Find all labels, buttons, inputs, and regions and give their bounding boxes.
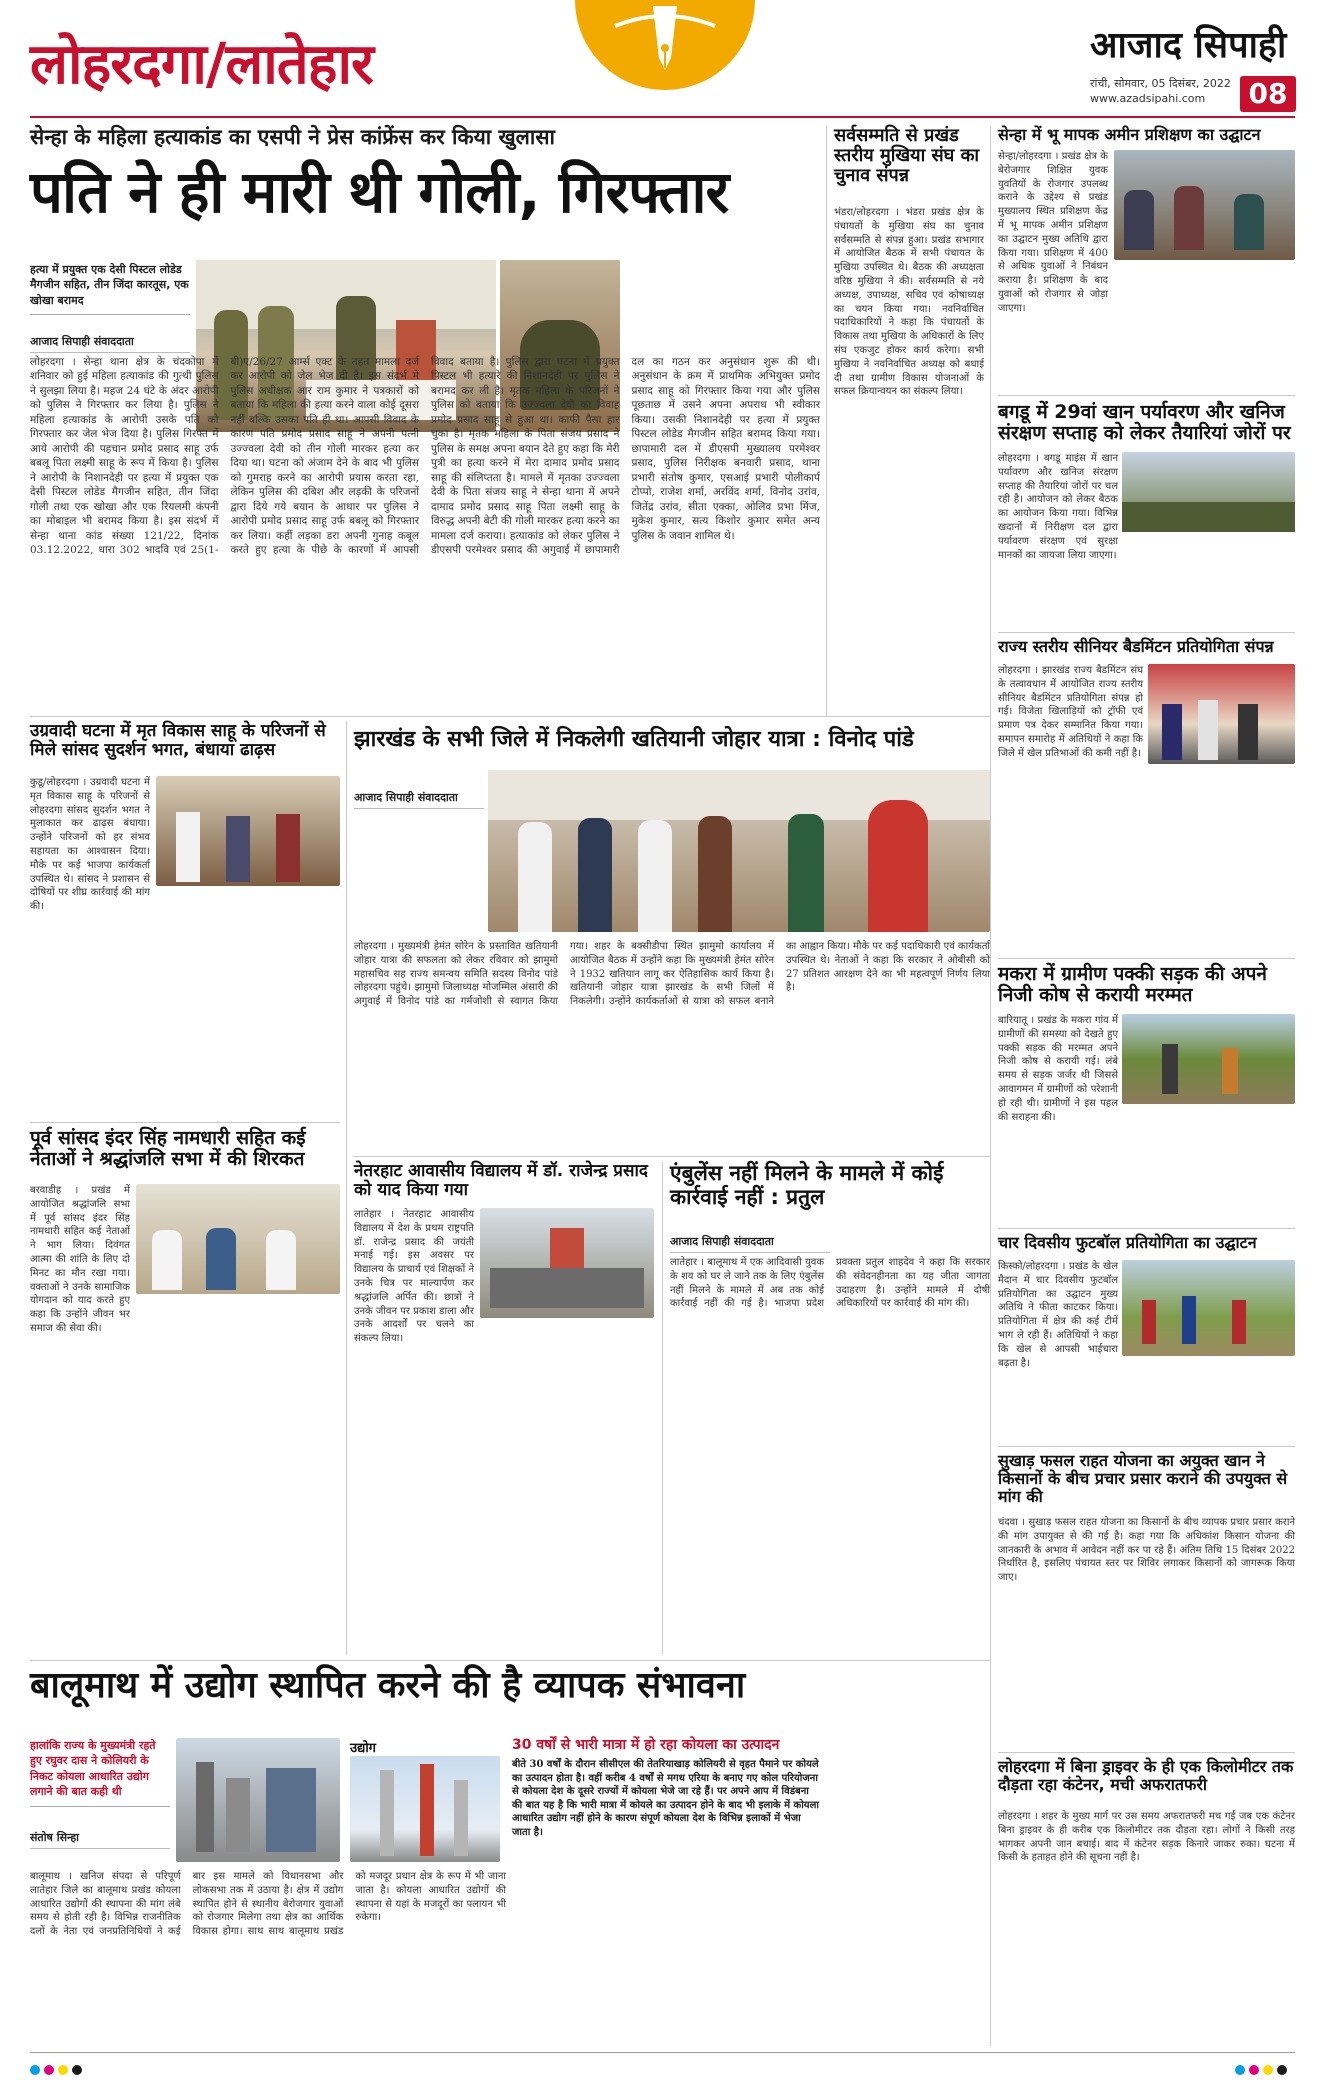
- balumath-photo-chimney: [350, 1756, 500, 1862]
- paper-name: आजाद सिपाही: [1090, 25, 1287, 66]
- registration-dot: [1263, 2065, 1273, 2075]
- mining-headline: बगडू में 29वां खान पर्यावरण और खनिज संरक्षण सप्ताह को लेकर तैयारियां जोरों पर: [998, 401, 1291, 445]
- lead-body: लोहरदगा । सेन्हा थाना क्षेत्र के चंदकोपा में शनिवार को हुई महिला हत्याकांड की गुत्थी पुलिस ने सुलझा लिया है। महज 24 घंटे के अंदर आरोपी को पुलिस ने गिरफ्तार कर लिया है। पुलिस ने महिला हत्याकांड के आरोपी उसके पति को गिरफ्तार कर जेल भेज दिया है। पुलिस गिरफ्त में आये आरोपी की पहचान प्रमोद प्रसाद साहू उर्फ बबलू पिता लक्ष्मी साहू के रूप में किया है। पुलिस ने आरोपी के निशानदेही पर हत्या में प्रयुक्त एक देसी पिस्टल लोडेड मैगजीन सहित, तीन जिंदा गोली तथा एक खोखा और एक रियलमी कंपनी का मोबाइल भी बरामद किया है। इस संदर्भ में सेन्हा थाना कांड संख्या 121/22, दिनांक 03.12.2022, धारा 302 भादवि एवं 25(1-बी)ए/26/27 आर्म्स एक्ट के तहत मामला दर्ज कर आरोपी को जेल भेज दी है। इस संदर्भ में पुलिस अधीक्षक आर राम कुमार ने पत्रकारों को बताया कि महिला की हत्या करने वाला कोई दूसरा नहीं बल्कि उसका पति ही था। आपसी विवाद के कारण पति प्रमोद प्रसाद साहू ने अपनी पत्नी उज्ज्वला देवी को तीन गोली मारकर हत्या कर दिया था। घटना को अंजाम देने के बाद भी पुलिस को गुमराह करने का आरोपी प्रयास करता रहा, लेकिन पुलिस की दबिश और लड़की के परिजनों द्वारा दिये गये बयान के आधार पर पुलिस ने आरोपी प्रमोद प्रसाद साहू उर्फ बबलू को गिरफ्तार कर लिया। कहीं लड़का डरा अपनी गुनाह कबूल करते हुए हत्या के पीछे के कारणों में आपसी विवाद बताया है। पुलिस द्वारा घटना में प्रयुक्त पिस्टल भी हत्यारे की निशानदेही पर पुलिस ने बरामद कर ली है। मृतक महिला के परिजनों ने पुलिस को बताया कि उज्ज्वला देवी का विवाह प्रमोद प्रसाद साहू से हुआ था। काफी पैसा हार चुका है। मृतक महिला के पिता संजय प्रसाद ने पुलिस के समक्ष अपना बयान देते हुए कहा कि मेरी पुत्री का हत्या करने में मेरा दामाद प्रमोद प्रसाद साहू की संलिप्तता है। मामले में मृतका उज्ज्वला देवी के पिता संजय साहू ने सेन्हा थाना में अपने दामाद प्रमोद प्रसाद साहू पिता लक्ष्मी साहू के विरुद्ध अपनी बेटी की गोली मारकर हत्या करने का मामला दर्ज कराया। हत्याकांड को लेकर पुलिस ने डीएसपी परमेश्वर प्रसाद की अगुवाई में छापामारी दल का गठन कर अनुसंधान शुरू की थी। अनुसंधान के क्रम में प्राथमिक अभियुक्त प्रमोद प्रसाद साहू को गिरफ्तार किया गया और पुलिस पूछताछ में उसने अपना अपराध भी स्वीकार किया। उसकी निशानदेही पर हत्या में प्रयुक्त पिस्टल लोडेड मैगजीन सहित बरामद किया गया। छापामारी दल में डीएसपी मुख्यालय परमेश्वर प्रसाद, पुलिस निरीक्षक बनवारी प्रसाद, थाना प्रभारी संतोष कुमार, एसआई प्रभारी पोलीकार्प टोप्पो, राजेश शर्मा, अरविंद शर्मा, विनोद उरांव, जितेंद्र उरांव, सीता एक्का, ओलिव प्रभा मिंज, मुकेश कुमार, सत्य किशोर कुमार समेत अन्य पुलिस के जवान शामिल थे।: [30, 356, 820, 557]
- footer-rule: [30, 2052, 1295, 2053]
- mining-photo: [1122, 452, 1295, 532]
- mukhiya-headline: सर्वसम्मति से प्रखंड स्तरीय मुखिया संघ का चुनाव संपन्न: [834, 125, 980, 187]
- badminton-photo: [1148, 664, 1295, 764]
- sukhad-headline: सुखाड़ फसल राहत योजना का अयुक्त खान ने किसानों के बीच प्रचार प्रसार कराने की उपयुक्त से मांग की: [998, 1451, 1288, 1506]
- lead-headline: पति ने ही मारी थी गोली, गिरफ्तार: [30, 158, 729, 226]
- section-rule: [998, 1446, 1295, 1447]
- ambulance-headline: एंबुलेंस नहीं मिलने के मामले में कोई कार्रवाई नहीं : प्रतुल: [670, 1161, 944, 1209]
- badminton-headline: राज्य स्तरीय सीनियर बैडमिंटन प्रतियोगिता संपन्न: [998, 637, 1274, 656]
- sudarshan-photo: [156, 776, 340, 886]
- balumath-side: [828, 1738, 990, 2046]
- badminton-body: लोहरदगा । झारखंड राज्य बैडमिंटन संघ के तत्वावधान में आयोजित राज्य स्तरीय सीनियर बैडमिंटन प्रतियोगिता संपन्न हो गई। विजेता खिलाड़ियों को ट्रॉफी एवं प्रमाण पत्र देकर सम्मानित किया गया। समापन समारोह में अतिथियों ने कहा कि जिले में खेल प्रतिभाओं की कमी नहीं है।: [998, 665, 1143, 759]
- road-headline: मकरा में ग्रामीण पक्की सड़क की अपने निजी कोष से करायी मरम्मत: [998, 963, 1267, 1007]
- namdhari-headline: पूर्व सांसद इंदर सिंह नामधारी सहित कई नेताओं ने श्रद्धांजलि सभा में की शिरकत: [30, 1127, 306, 1171]
- registration-dot: [30, 2065, 40, 2075]
- registration-dot: [58, 2065, 68, 2075]
- johar-photo: [488, 770, 990, 932]
- registration-dot: [1235, 2065, 1245, 2075]
- lead-kicker: सेन्हा के महिला हत्याकांड का एसपी ने प्रेस कांफ्रेंस कर किया खुलासा: [30, 125, 555, 149]
- section-rule: [998, 958, 1295, 959]
- section-rule: [354, 1156, 990, 1157]
- section-rule: [30, 716, 990, 717]
- section-rule: [30, 1660, 990, 1661]
- balumath-body: बालूमाथ । खनिज संपदा से परिपूर्ण लातेहार जिले का बालूमाथ प्रखंड कोयला आधारित उद्योगों की स्थापना की मांग लंबे समय से होती रही है। विभिन्न राजनीतिक दलों के नेता एवं जनप्रतिनिधियों ने कई बार इस मामले को विधानसभा और लोकसभा तक में उठाया है। क्षेत्र में उद्योग स्थापित होने से स्थानीय बेरोजगार युवाओं को रोजगार मिलेगा तथा क्षेत्र का आर्थिक विकास होगा। साथ साथ बालूमाथ प्रखंड को मजदूर प्रधान क्षेत्र के रूप में भी जाना जाता है। कोयला आधारित उद्योगों की स्थापना से यहां के मजदूरों का पलायन भी रुकेगा।: [30, 1871, 506, 1938]
- website: www.azadsipahi.com: [1090, 92, 1206, 105]
- survey-photo: [1114, 150, 1295, 260]
- mukhiya-body: भंडरा/लोहरदगा । भंडरा प्रखंड क्षेत्र के पंचायतों के मुखिया संघ का चुनाव सर्वसम्मति से संपन्न हुआ। प्रखंड सभागार में आयोजित बैठक में सभी पंचायत के मुखिया उपस्थित थे। बैठक की अध्यक्षता वरिष्ठ मुखिया ने की। सर्वसम्मति से नये अध्यक्ष, उपाध्यक्ष, सचिव एवं कोषाध्यक्ष का चयन किया गया। नवनिर्वाचित पदाधिकारियों ने कहा कि पंचायतों के विकास तथा मुखिया के अधिकारों के लिए संघ एकजुट होकर कार्य करेगा। सभी मुखिया ने नवनिर्वाचित अध्यक्ष को बधाई दी तथा ग्रामीण विकास योजनाओं के सफल क्रियान्वयन का संकल्प लिया।: [834, 207, 984, 398]
- column-rule: [990, 716, 991, 2046]
- balumath-byline: संतोष सिन्हा: [30, 1830, 170, 1849]
- dateline: रांची, सोमवार, 05 दिसंबर, 2022: [1090, 77, 1231, 90]
- section-rule: [998, 632, 1295, 633]
- road-photo: [1122, 1014, 1295, 1104]
- column-rule: [346, 722, 347, 1654]
- ambulance-body: लातेहार । बालूमाथ में एक आदिवासी युवक के शव को घर ले जाने तक के लिए एंबुलेंस नहीं मिलने के मामले में अब तक कोई कार्रवाई नहीं की गई है। भाजपा प्रदेश प्रवक्ता प्रतुल शाहदेव ने कहा कि सरकार की संवेदनहीनता का यह जीता जागता उदाहरण है। उन्होंने मामले में दोषी अधिकारियों पर कार्रवाई की मांग की।: [670, 1257, 990, 1310]
- namdhari-body: बरवाडीह । प्रखंड में आयोजित श्रद्धांजलि सभा में पूर्व सांसद इंदर सिंह नामधारी सहित कई नेताओं ने भाग लिया। दिवंगत आत्मा की शांति के लिए दो मिनट का मौन रखा गया। वक्ताओं ने उनके सामाजिक योगदान को याद करते हुए कहा कि उन्होंने जीवन भर समाज की सेवा की।: [30, 1185, 130, 1334]
- road-body: बारियातू । प्रखंड के मकरा गांव में ग्रामीणों की समस्या को देखते हुए पक्की सड़क की मरम्मत अपने निजी कोष से करायी गई। लंबे समय से सड़क जर्जर थी जिससे आवागमन में ग्रामीणों को परेशानी हो रही थी। ग्रामीणों ने इस पहल की सराहना की।: [998, 1015, 1118, 1123]
- container-headline: लोहरदगा में बिना ड्राइवर के ही एक किलोमीटर तक दौड़ता रहा कंटेनर, मची अफरातफरी: [998, 1757, 1294, 1794]
- balumath-quote: हालांकि राज्य के मुख्यमंत्री रहते हुए रघुवर दास ने कोलियरी के निकट कोयला आधारित उद्योग लगाने की बात कही थी: [30, 1738, 170, 1807]
- survey-headline: सेन्हा में भू मापक अमीन प्रशिक्षण का उद्घाटन: [998, 125, 1261, 144]
- section-rule: [30, 1122, 340, 1123]
- coal-body-cont: [512, 1870, 822, 2046]
- footer-color-marks-left: [30, 2060, 86, 2079]
- section-rule: [998, 395, 1295, 396]
- pen-nib-emblem: [575, 0, 755, 100]
- lead-summary: हत्या में प्रयुक्त एक देसी पिस्टल लोडेड मैगजीन सहित, तीन जिंदा कारतूस, एक खोखा बरामद: [30, 262, 190, 315]
- football-headline: चार दिवसीय फुटबॉल प्रतियोगिता का उद्घाटन: [998, 1233, 1257, 1252]
- survey-body-2: [998, 340, 1295, 390]
- sudarshan-body: कुडू/लोहरदगा । उग्रवादी घटना में मृत विकास साहू के परिजनों से लोहरदगा सांसद सुदर्शन भगत ने मुलाकात कर ढाढ़स बंधाया। उन्होंने परिजनों को हर संभव सहायता का आश्वासन दिया। मौके पर कई भाजपा कार्यकर्ता उपस्थित थे। सांसद ने प्रशासन से दोषियों पर शीघ्र कार्रवाई की मांग की।: [30, 777, 150, 913]
- footer-color-marks-right: [1235, 2060, 1291, 2079]
- johar-byline: आजाद सिपाही संवाददाता: [354, 790, 484, 809]
- school-headline: नेतरहाट आवासीय विद्यालय में डॉ. राजेन्द्र प्रसाद को याद किया गया: [354, 1161, 648, 1201]
- football-photo: [1122, 1260, 1295, 1356]
- lead-byline: आजाद सिपाही संवाददाता: [30, 334, 190, 353]
- registration-dot: [72, 2065, 82, 2075]
- column-rule: [826, 126, 827, 716]
- registration-dot: [1277, 2065, 1287, 2075]
- coal-headline: 30 वर्षों से भारी मात्रा में हो रहा कोयला का उत्पादन: [512, 1737, 780, 1753]
- sukhad-body: चंदवा । सुखाड़ फसल राहत योजना का किसानों के बीच व्यापक प्रचार प्रसार कराने की मांग उपायुक्त से की गई है। कहा गया कि अधिकांश किसान योजना की जानकारी के अभाव में आवेदन नहीं कर पा रहे हैं। अंतिम तिथि 15 दिसंबर 2022 निर्धारित है, इसलिए पंचायत स्तर पर शिविर लगाकर किसानों को जागरूक किया जाए।: [998, 1517, 1295, 1584]
- registration-dot: [1249, 2065, 1259, 2075]
- school-photo: [480, 1208, 654, 1318]
- johar-headline: झारखंड के सभी जिले में निकलेगी खतियानी जोहार यात्रा : विनोद पांडे: [354, 727, 914, 752]
- column-rule: [662, 1162, 663, 1654]
- column-rule: [990, 126, 991, 716]
- balumath-image-label: उद्योग: [350, 1741, 377, 1756]
- balumath-photo-plant: [176, 1738, 340, 1862]
- school-body: लातेहार । नेतरहाट आवासीय विद्यालय में देश के प्रथम राष्ट्रपति डॉ. राजेन्द्र प्रसाद की जयंती मनाई गई। इस अवसर पर विद्यालय के प्राचार्य एवं शिक्षकों ने उनके चित्र पर माल्यार्पण कर श्रद्धांजलि अर्पित की। छात्रों ने उनके जीवन पर प्रकाश डाला और उनके आदर्शों पर चलने का संकल्प लिया।: [354, 1209, 474, 1345]
- masthead: [0, 0, 1325, 110]
- masthead-rule: [30, 116, 1295, 118]
- balumath-headline: बालूमाथ में उद्योग स्थापित करने की है व्यापक संभावना: [30, 1665, 746, 1706]
- section-rule: [998, 1752, 1295, 1753]
- sudarshan-headline: उग्रवादी घटना में मृत विकास साहू के परिजनों से मिले सांसद सुदर्शन भगत, बंधाया ढाढ़स: [30, 721, 326, 761]
- registration-dot: [44, 2065, 54, 2075]
- coal-body: बीते 30 वर्षों के दौरान सीसीएल की तेतरियाखाड़ कोलियरी से वृहत पैमाने पर कोयले का उत्पादन होता है। वहीं करीब 4 वर्षों से मगध एरिया के बनाए गए कोल परियोजना से कोयला देश के दूसरे राज्यों में कोयला भेजे जा रहे हैं। पर अपने आप में विडंबना की बात यह है कि भारी मात्रा में कोयले का उत्पादन होने के बाद भी इलाके में कोयला आधारित उद्योग नहीं होने के कारण संपूर्ण कोयला देश के विभिन्न इलाकों में भेजा जाता है।: [512, 1759, 819, 1838]
- survey-body: सेन्हा/लोहरदगा । प्रखंड क्षेत्र के बेरोजगार शिक्षित युवक युवतियों के रोजगार उपलब्ध कराने के उद्देश्य से प्रखंड मुख्यालय स्थित प्रशिक्षण केंद्र में भू मापक अमीन प्रशिक्षण का उद्घाटन मुख्य अतिथि द्वारा किया गया। प्रशिक्षण में 400 से अधिक युवाओं ने निबंधन कराया है। प्रशिक्षण के बाद युवाओं को रोजगार से जोड़ा जाएगा।: [998, 151, 1108, 314]
- section-title: लोहरदगा/लातेहार: [30, 32, 373, 97]
- section-rule: [998, 1228, 1295, 1229]
- football-body: किस्को/लोहरदगा । प्रखंड के खेल मैदान में चार दिवसीय फुटबॉल प्रतियोगिता का उद्घाटन मुख्य अतिथि ने फीता काटकर किया। प्रतियोगिता में क्षेत्र की कई टीमें भाग ले रही हैं। अतिथियों ने कहा कि खेल से आपसी भाईचारा बढ़ता है।: [998, 1261, 1118, 1369]
- ambulance-byline: आजाद सिपाही संवाददाता: [670, 1234, 830, 1253]
- container-body: लोहरदगा । शहर के मुख्य मार्ग पर उस समय अफरातफरी मच गई जब एक कंटेनर बिना ड्राइवर के ही करीब एक किलोमीटर तक दौड़ता रहा। लोगों ने किसी तरह भागकर अपनी जान बचाई। बाद में कंटेनर सड़क किनारे जाकर रुका। घटना में किसी के हताहत होने की सूचना नहीं है।: [998, 1811, 1295, 1864]
- namdhari-photo: [136, 1184, 340, 1294]
- page-number: 08: [1240, 76, 1296, 112]
- mining-body: लोहरदगा । बगडू माइंस में खान पर्यावरण और खनिज संरक्षण सप्ताह की तैयारियां जोरों पर चल रही है। आयोजन को लेकर बैठक का आयोजन किया गया। विभिन्न खदानों में निरीक्षण दल द्वारा पर्यावरण संरक्षण एवं सुरक्षा मानकों का जायजा लिया जाएगा।: [998, 453, 1118, 561]
- johar-body: लोहरदगा । मुख्यमंत्री हेमंत सोरेन के प्रस्तावित खतियानी जोहार यात्रा की सफलता को लेकर रविवार को झामुमो महासचिव सह राज्य समन्वय समिति सदस्य विनोद पांडे लोहरदगा पहुंचे। झामुमो जिलाध्यक्ष मोजम्मिल अंसारी की अगुवाई में विनोद पांडे का गर्मजोशी से स्वागत किया गया। शहर के बक्सीडीपा स्थित झामुमो कार्यालय में आयोजित बैठक में उन्होंने कहा कि मुख्यमंत्री हेमंत सोरेन ने 1932 खतियान लागू कर ऐतिहासिक कार्य किया है। खतियानी जोहार यात्रा झारखंड के सभी जिलों में निकलेगी। उन्होंने कार्यकर्ताओं से यात्रा को सफल बनाने का आह्वान किया। मौके पर कई पदाधिकारी एवं कार्यकर्ता उपस्थित थे। नेताओं ने कहा कि सरकार ने ओबीसी को 27 प्रतिशत आरक्षण देने का भी महत्वपूर्ण निर्णय लिया है।: [354, 941, 990, 1008]
